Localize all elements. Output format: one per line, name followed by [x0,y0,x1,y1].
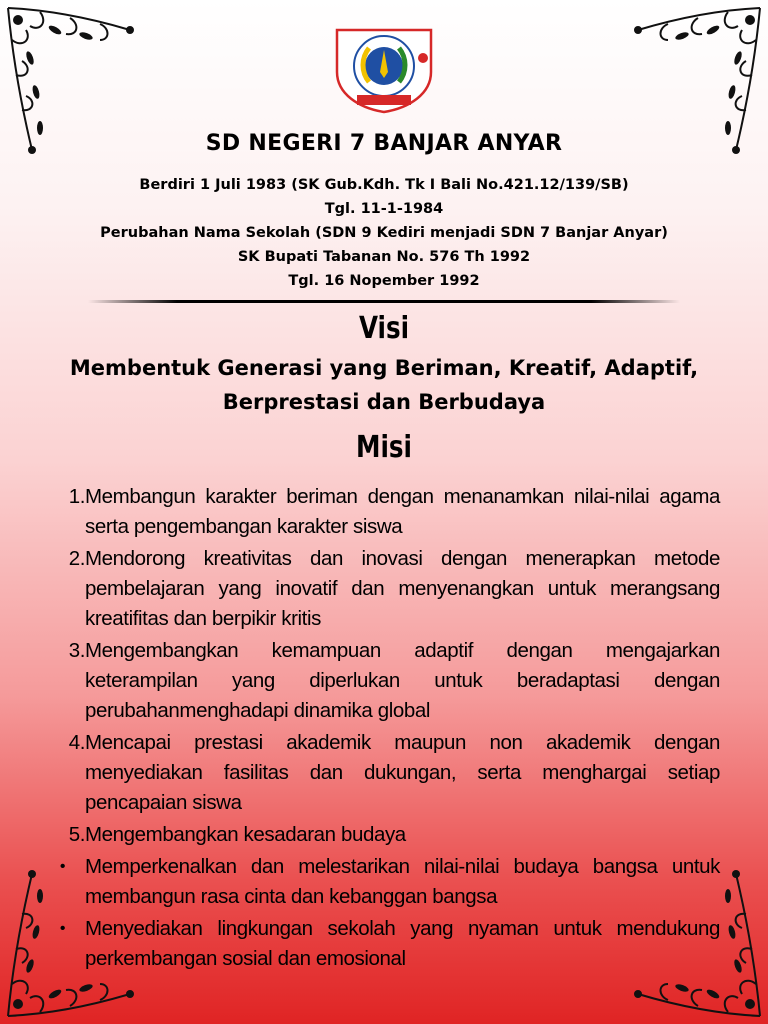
visi-heading: Visi [358,311,410,346]
misi-subitem-2 [40,914,720,974]
list-number: 5. [68,823,85,846]
visi-statement: Membentuk Generasi yang Beriman, Kreatif, Adaptif, Berprestasi dan Berbudaya [69,356,699,414]
misi-item-text: Menyediakan lingkungan sekolah yang nyaman untuk mendukung perkembangan sosial dan emosional [85,917,720,970]
misi-item-text: Mengembangkan kemampuan adaptif dengan mengajarkan keterampilan yang diperlukan untuk beradaptasi dengan perubahanmenghadapi dinamika global [85,639,720,722]
misi-item-3 [40,636,720,726]
misi-item-text: Memperkenalkan dan melestarikan nilai-nilai budaya bangsa untuk membangun rasa cinta dan kebanggan bangsa [85,855,720,908]
founding-info-line: Berdiri 1 Juli 1983 (SK Gub.Kdh. Tk I Bali No.421.12/139/SB) [139,177,629,193]
decree-line: SK Bupati Tabanan No. 576 Th 1992 [237,249,531,265]
name-change-line: Perubahan Nama Sekolah (SDN 9 Kediri menjadi SDN 7 Banjar Anyar) [100,225,668,241]
misi-item-text: Mengembangkan kesadaran budaya [85,823,406,846]
school-name: SD NEGERI 7 BANJAR ANYAR [205,131,563,156]
misi-list [40,482,720,974]
misi-item-5 [40,820,720,850]
misi-item-2 [40,544,720,634]
bullet-icon: • [59,858,66,875]
bullet-icon: • [59,920,66,937]
school-logo [331,22,437,114]
misi-item-1 [40,482,720,542]
founding-date-line: Tgl. 11-1-1984 [324,201,444,217]
misi-item-text: Mencapai prestasi akademik maupun non akademik dengan menyediakan fasilitas dan dukungan, serta menghargai setiap pencapaian siswa [85,731,720,814]
divider [88,300,680,303]
misi-item-4 [40,728,720,818]
misi-item-text: Membangun karakter beriman dengan menanamkan nilai-nilai agama serta pengembangan karakter siswa [85,485,720,538]
misi-subitem-1 [40,852,720,912]
misi-item-text: Mendorong kreativitas dan inovasi dengan menerapkan metode pembelajaran yang inovatif dan menyenangkan untuk merangsang kreatifitas dan berpikir kritis [85,547,720,630]
list-number: 3. [68,639,85,662]
list-number: 1. [68,485,85,508]
decree-date-line: Tgl. 16 Nopember 1992 [288,273,480,289]
misi-heading: Misi [356,430,412,465]
list-number: 2. [68,547,85,570]
list-number: 4. [68,731,85,754]
